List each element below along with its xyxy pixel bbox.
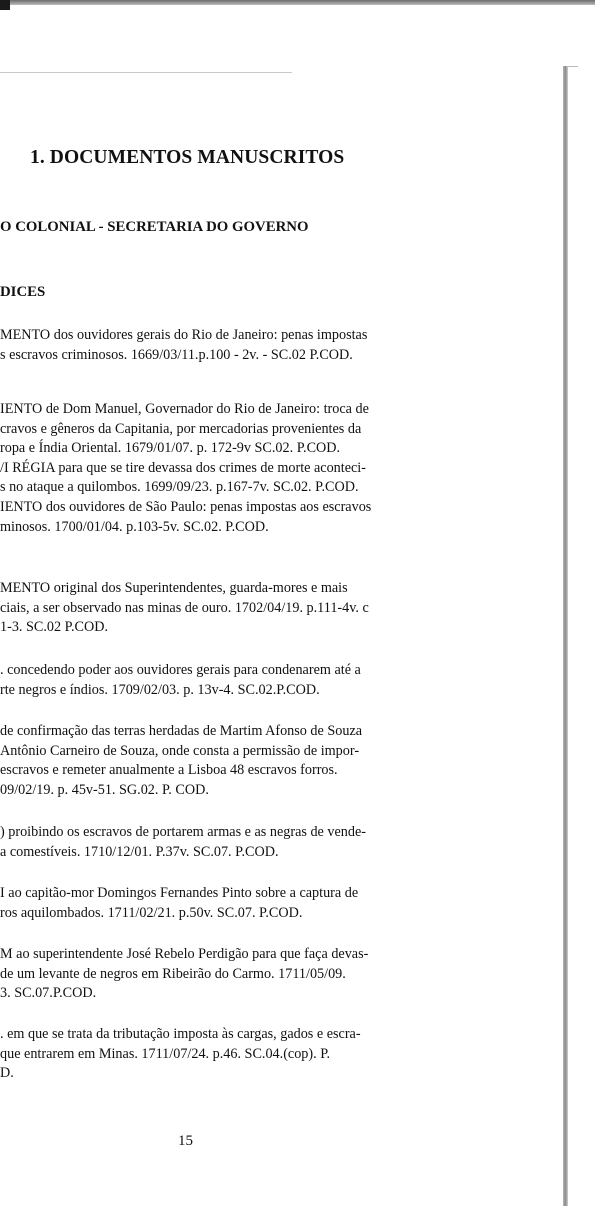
entry-line: IENTO dos ouvidores de São Paulo: penas impostas aos escravos: [0, 498, 372, 515]
entry-line: 3. SC.07.P.COD.: [0, 985, 97, 1002]
entry-line: ) proibindo os escravos de portarem armas e as negras de vende-: [0, 824, 366, 840]
subsection-heading: DICES: [0, 284, 46, 300]
catalog-entry: [0, 884, 556, 923]
catalog-entry: [0, 326, 556, 365]
entry-line: M ao superintendente José Rebelo Perdigão para que faça devas-: [0, 946, 369, 962]
entry-line: de um levante de negros em Ribeirão do Carmo. 1711/05/09.: [0, 965, 346, 982]
catalog-entry: [0, 823, 556, 862]
entry-line: MENTO original dos Superintendentes, guarda-mores e mais: [0, 580, 348, 596]
section-heading: O COLONIAL - SECRETARIA DO GOVERNO: [0, 219, 309, 235]
entry-line: 09/02/19. p. 45v-51. SG.02. P. COD.: [0, 781, 209, 798]
entry-line: de confirmação das terras herdadas de Martim Afonso de Souza: [0, 723, 363, 739]
catalog-entry: [0, 945, 556, 1004]
entry-line: /I RÉGIA para que se tire devassa dos crimes de morte aconteci-: [0, 459, 366, 476]
entry-line: IENTO de Dom Manuel, Governador do Rio de Janeiro: troca de: [0, 401, 369, 417]
chapter-heading: 1. DOCUMENTOS MANUSCRITOS: [30, 147, 345, 168]
entry-line: ros aquilombados. 1711/02/21. p.50v. SC.07. P.COD.: [0, 904, 303, 921]
scan-corner-mark: [0, 0, 10, 10]
entry-line: rte negros e índios. 1709/02/03. p. 13v-4. SC.02.P.COD.: [0, 681, 320, 698]
catalog-entry: [0, 661, 556, 700]
faint-horizontal-rule: [0, 72, 292, 73]
entry-line: escravos e remeter anualmente a Lisboa 48 escravos forros.: [0, 762, 338, 779]
entry-line: ciais, a ser observado nas minas de ouro. 1702/04/19. p.111-4v. c: [0, 599, 369, 616]
entry-line: a comestíveis. 1710/12/01. P.37v. SC.07. P.COD.: [0, 843, 279, 860]
scan-right-border: [563, 66, 568, 1206]
entry-line: . concedendo poder aos ouvidores gerais para condenarem até a: [0, 662, 361, 678]
scan-top-edge: [0, 0, 595, 5]
page-number: 15: [178, 1133, 193, 1149]
catalog-entry: [0, 579, 556, 638]
entry-line: D.: [0, 1065, 14, 1082]
entry-line: ropa e Índia Oriental. 1679/01/07. p. 172-9v SC.02. P.COD.: [0, 440, 341, 457]
entry-line: minosos. 1700/01/04. p.103-5v. SC.02. P.COD.: [0, 518, 269, 535]
entry-line: . em que se trata da tributação imposta às cargas, gados e escra-: [0, 1026, 361, 1042]
scan-right-border-tick: [566, 66, 578, 67]
entry-line: s no ataque a quilombos. 1699/09/23. p.167-7v. SC.02. P.COD.: [0, 479, 359, 496]
catalog-entry: [0, 1025, 556, 1084]
entry-line: 1-3. SC.02 P.COD.: [0, 619, 109, 636]
catalog-entry: [0, 400, 556, 537]
entry-line: que entrarem em Minas. 1711/07/24. p.46. SC.04.(cop). P.: [0, 1045, 331, 1062]
entry-line: s escravos criminosos. 1669/03/11.p.100 - 2v. - SC.02 P.COD.: [0, 346, 353, 363]
entry-line: I ao capitão-mor Domingos Fernandes Pinto sobre a captura de: [0, 885, 359, 901]
catalog-entry: [0, 722, 556, 800]
entry-line: MENTO dos ouvidores gerais do Rio de Janeiro: penas impostas: [0, 327, 368, 343]
entry-line: cravos e gêneros da Capitania, por mercadorias provenientes da: [0, 420, 362, 437]
entry-line: Antônio Carneiro de Souza, onde consta a permissão de impor-: [0, 742, 360, 759]
